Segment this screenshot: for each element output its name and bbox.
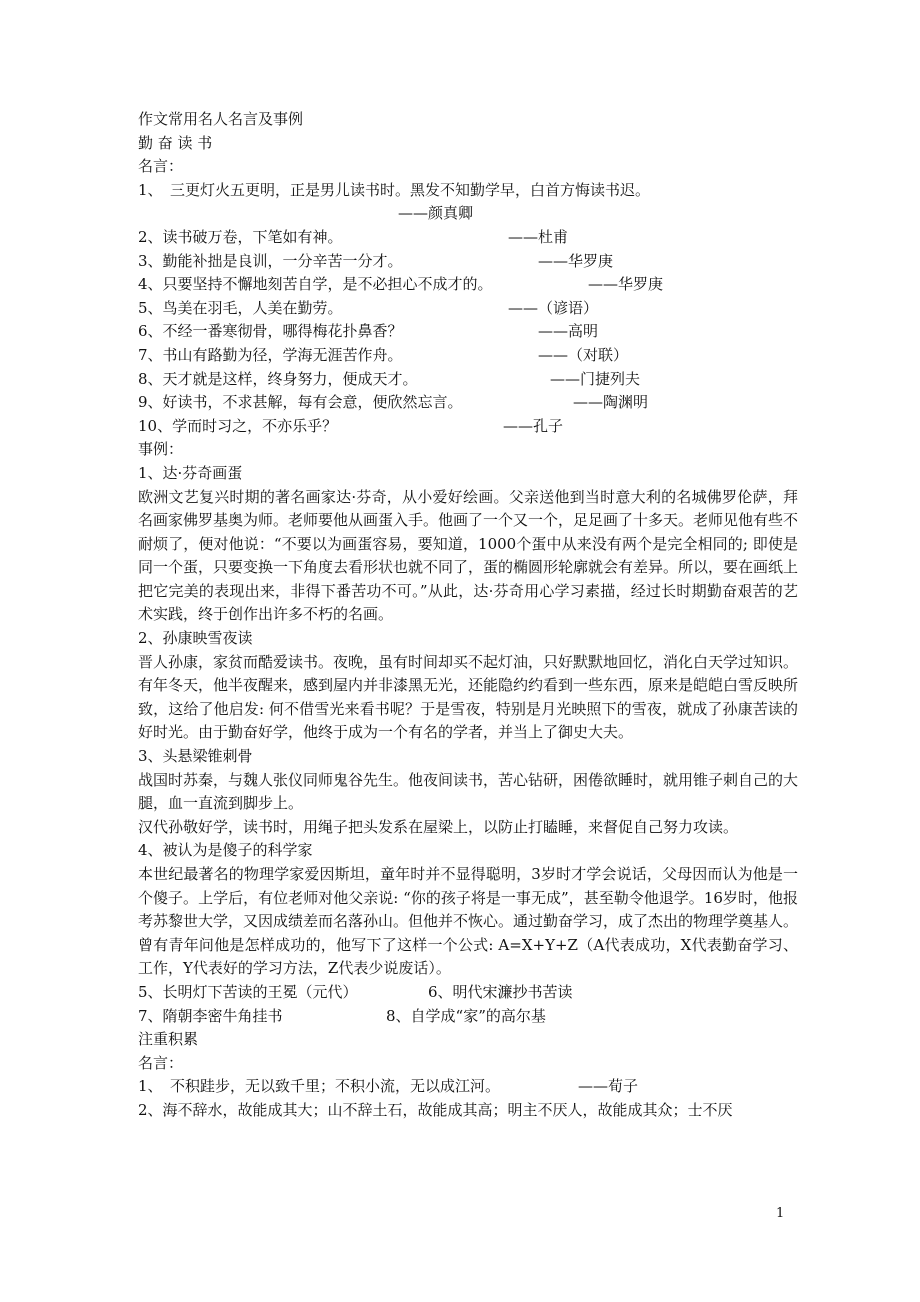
example-title: 3、头悬梁锥刺骨 [138, 747, 253, 766]
example-title: 6、明代宋濂抄书苦读 [428, 982, 573, 1001]
quote-author: ——（对联） [538, 345, 629, 364]
document-title: 作文常用名人名言及事例 [138, 110, 304, 128]
quote-text: 5、鸟美在羽毛，人美在勤劳。 [138, 298, 343, 317]
quote-author: ——杜甫 [508, 227, 569, 246]
quote-author: ——颜真卿 [398, 204, 474, 223]
quote-text: 2、海不辞水，故能成其大；山不辞土石，故能成其高；明主不厌人，故能成其众；士不厌 [138, 1100, 733, 1119]
example-paragraph: 晋人孙康，家贫而酷爱读书。夜晚，虽有时间却买不起灯油，只好默默地回忆，消化白天学过知识。有年冬天，他半夜醒来，感到屋内并非漆黑无光，还能隐约约看到一些东西，原来是皑皑白雪反映所致，这给了他启发: 何不借雪光来看书呢？于是雪夜，特别是月光映照下的雪夜，就成了孙康苦读的好时光。由于勤奋好学，他终于成为一个有名的学者，并当上了御史大夫。 [138, 652, 799, 742]
quote-text: 2、读书破万卷，下笔如有神。 [138, 227, 343, 246]
quote-author: ——华罗庚 [538, 251, 614, 270]
quote-text: 7、书山有路勤为径，学海无涯苦作舟。 [138, 345, 403, 364]
quote-line [138, 297, 798, 321]
example-title-pair [138, 981, 798, 1005]
example-title: 5、长明灯下苦读的王冕（元代） [138, 982, 358, 1001]
quote-author: ——高明 [538, 322, 599, 341]
quote-author: ——（谚语） [508, 298, 599, 317]
quote-text: 10、学而时习之，不亦乐乎？ [138, 416, 338, 435]
quote-text: 8、天才就是这样，终身努力，便成天才。 [138, 369, 418, 388]
example-title: 1、达·芬奇画蛋 [138, 463, 243, 482]
quote-text: 3、勤能补拙是良训，一分辛苦一分才。 [138, 251, 403, 270]
quote-author: ——门捷列夫 [550, 369, 641, 388]
quote-line [138, 179, 798, 203]
quote-line [138, 226, 798, 250]
quote-author: ——华罗庚 [588, 275, 664, 294]
quote-author: ——孔子 [503, 416, 564, 435]
quotes-label: 名言： [138, 1053, 184, 1072]
quote-line [138, 1099, 798, 1123]
example-paragraph: 战国时苏秦，与魏人张仪同师鬼谷先生。他夜间读书，苦心钻研，困倦欲睡时，就用锥子刺自己的大腿，血一直流到脚步上。 [138, 770, 799, 813]
example-paragraph: 欧洲文艺复兴时期的著名画家达·芬奇，从小爱好绘画。父亲送他到当时意大利的名城佛罗伦萨，拜名画家佛罗基奥为师。老师要他从画蛋入手。他画了一个又一个，足足画了十多天。老师见他有些不耐烦了，便对他说：“不要以为画蛋容易，要知道，1000个蛋中从来没有两个是完全相同的; 即使是同一个蛋，只要变换一下角度去看形状也就不同了，蛋的椭圆形轮廓就会有差异。所以，要在画纸上把它完美的表现出来，非得下番苦功不可。”从此，达·芬奇用心学习素描，经过长时期勤奋艰苦的艺术实践，终于创作出许多不朽的名画。 [138, 487, 799, 624]
quote-line [138, 1075, 798, 1099]
quote-line [138, 320, 798, 344]
section-heading: 注重积累 [138, 1030, 199, 1049]
quote-line [138, 415, 798, 439]
quotes-label: 名言： [138, 157, 184, 176]
quote-text: 6、不经一番寒彻骨，哪得梅花扑鼻香？ [138, 322, 403, 341]
quote-line [138, 273, 798, 297]
quote-text: 4、只要坚持不懈地刻苦自学，是不必担心不成才的。 [138, 275, 493, 294]
document-content [138, 108, 798, 1123]
page-number: 1 [776, 1206, 785, 1221]
quote-text: 1、 三更灯火五更明，正是男儿读书时。黑发不知勤学早，白首方悔读书迟。 [138, 180, 651, 199]
quote-line [138, 250, 798, 274]
quote-line [138, 368, 798, 392]
example-title: 8、自学成“家”的高尔基 [386, 1006, 546, 1025]
quote-author-line [138, 202, 798, 226]
examples-label: 事例： [138, 440, 184, 459]
quote-line [138, 344, 798, 368]
example-paragraph: 汉代孙敬好学，读书时，用绳子把头发系在屋梁上，以防止打瞌睡，来督促自己努力攻读。 [138, 817, 739, 836]
quote-text: 9、好读书，不求甚解，每有会意，便欣然忘言。 [138, 393, 463, 412]
example-title: 4、被认为是傻子的科学家 [138, 841, 313, 860]
example-title: 2、孙康映雪夜读 [138, 629, 253, 648]
quote-author: ——陶渊明 [573, 393, 649, 412]
quote-text: 1、 不积跬步，无以致千里；不积小流，无以成江河。 [138, 1077, 501, 1096]
quote-author: ——荀子 [578, 1077, 639, 1096]
example-title-pair [138, 1005, 798, 1029]
example-title: 7、隋朝李密牛角挂书 [138, 1006, 283, 1025]
quote-line [138, 391, 798, 415]
example-paragraph: 本世纪最著名的物理学家爱因斯坦，童年时并不显得聪明，3岁时才学会说话，父母因而认为他是一个傻子。上学后，有位老师对他父亲说: “你的孩子将是一事无成”，甚至勒令他退学。16岁时，他报考苏黎世大学，又因成绩差而名落孙山。但他并不恢心。通过勤奋学习，成了杰出的物理学奠基人。曾有青年问他是怎样成功的，他写下了这样一个公式: A=X+Y+Z（A代表成功，X代表勤奋学习、工作，Y代表好的学习方法，Z代表少说废话）。 [138, 865, 799, 978]
section-heading: 勤 奋 读 书 [138, 133, 213, 152]
